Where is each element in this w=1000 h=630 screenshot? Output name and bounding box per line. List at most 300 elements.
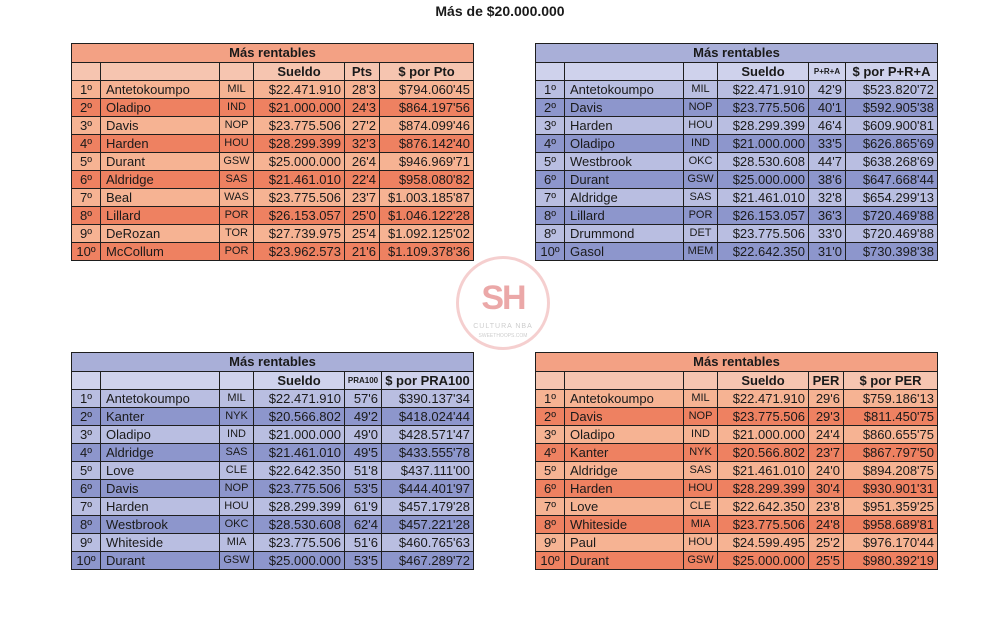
team-cell: MIL — [684, 390, 718, 408]
table-row — [72, 516, 474, 534]
page-title: Más de $20.000.000 — [435, 3, 565, 19]
table-row — [536, 498, 938, 516]
team-cell: OKC — [684, 153, 718, 171]
table-pra100 — [71, 352, 474, 570]
table-row — [536, 426, 938, 444]
watermark-url: SWEETHOOPS.COM — [478, 333, 528, 339]
stat-cell: 42'9 — [809, 81, 846, 99]
ratio-cell: $860.655'75 — [844, 426, 938, 444]
stat-cell: 32'3 — [345, 135, 380, 153]
rank-cell: 6º — [72, 480, 101, 498]
table-row — [72, 117, 474, 135]
table-row — [72, 99, 474, 117]
team-cell: SAS — [220, 444, 254, 462]
header-ratio: $ por PRA100 — [382, 372, 474, 390]
ratio-cell: $867.797'50 — [844, 444, 938, 462]
player-cell: Davis — [101, 480, 220, 498]
header-stat: PRA100 — [345, 372, 382, 390]
stat-cell: 51'8 — [345, 462, 382, 480]
salary-cell: $22.642.350 — [718, 498, 809, 516]
salary-cell: $28.299.399 — [254, 498, 345, 516]
salary-cell: $23.962.573 — [254, 243, 345, 261]
rank-cell: 9º — [72, 225, 101, 243]
salary-cell: $23.775.506 — [718, 408, 809, 426]
player-cell: McCollum — [101, 243, 220, 261]
salary-cell: $28.299.399 — [718, 480, 809, 498]
salary-cell: $21.000.000 — [718, 426, 809, 444]
rank-cell: 10º — [536, 552, 565, 570]
header-stat: Pts — [345, 63, 380, 81]
player-cell: Oladipo — [565, 135, 684, 153]
stat-cell: 53'5 — [345, 480, 382, 498]
stat-cell: 51'6 — [345, 534, 382, 552]
salary-cell: $21.461.010 — [254, 171, 345, 189]
table-row — [536, 81, 938, 99]
table-row — [72, 207, 474, 225]
salary-cell: $23.775.506 — [718, 225, 809, 243]
team-cell: TOR — [220, 225, 254, 243]
ratio-cell: $864.197'56 — [380, 99, 474, 117]
ratio-cell: $894.208'75 — [844, 462, 938, 480]
stat-cell: 49'2 — [345, 408, 382, 426]
header-salary: Sueldo — [254, 63, 345, 81]
rank-cell: 8º — [536, 207, 565, 225]
table-row — [536, 99, 938, 117]
player-cell: Kanter — [565, 444, 684, 462]
salary-cell: $26.153.057 — [254, 207, 345, 225]
stat-cell: 24'8 — [809, 516, 844, 534]
salary-cell: $27.739.975 — [254, 225, 345, 243]
table-row — [72, 81, 474, 99]
table-row — [536, 390, 938, 408]
table-row — [72, 243, 474, 261]
player-cell: Whiteside — [565, 516, 684, 534]
rank-cell: 10º — [72, 243, 101, 261]
player-cell: Durant — [565, 552, 684, 570]
team-cell: HOU — [684, 534, 718, 552]
salary-cell: $21.000.000 — [254, 99, 345, 117]
ratio-cell: $951.359'25 — [844, 498, 938, 516]
player-cell: Oladipo — [101, 99, 220, 117]
salary-cell: $21.461.010 — [718, 189, 809, 207]
table-row — [536, 480, 938, 498]
header-ratio: $ por P+R+A — [846, 63, 938, 81]
player-cell: Westbrook — [565, 153, 684, 171]
stat-cell: 36'3 — [809, 207, 846, 225]
ratio-cell: $647.668'44 — [846, 171, 938, 189]
table-points — [71, 43, 474, 261]
salary-cell: $22.642.350 — [254, 462, 345, 480]
salary-cell: $22.471.910 — [718, 390, 809, 408]
rank-cell: 2º — [72, 408, 101, 426]
watermark-logo-text: SH — [481, 279, 525, 317]
stat-cell: 27'2 — [345, 117, 380, 135]
ratio-cell: $980.392'19 — [844, 552, 938, 570]
rank-cell: 5º — [536, 462, 565, 480]
team-cell: NOP — [220, 480, 254, 498]
salary-cell: $20.566.802 — [718, 444, 809, 462]
stat-cell: 32'8 — [809, 189, 846, 207]
rank-cell: 5º — [72, 153, 101, 171]
stat-cell: 40'1 — [809, 99, 846, 117]
table-row — [536, 552, 938, 570]
ratio-cell: $1.003.185'87 — [380, 189, 474, 207]
ratio-cell: $1.046.122'28 — [380, 207, 474, 225]
table-row — [536, 189, 938, 207]
stat-cell: 25'4 — [345, 225, 380, 243]
team-cell: DET — [684, 225, 718, 243]
rank-cell: 8º — [536, 516, 565, 534]
player-cell: Harden — [565, 480, 684, 498]
team-cell: SAS — [684, 189, 718, 207]
ratio-cell: $720.469'88 — [846, 207, 938, 225]
rank-cell: 3º — [536, 117, 565, 135]
ratio-cell: $457.179'28 — [382, 498, 474, 516]
team-cell: CLE — [684, 498, 718, 516]
stat-cell: 23'7 — [809, 444, 844, 462]
table-row — [536, 225, 938, 243]
rank-cell: 7º — [536, 498, 565, 516]
table-title: Más rentables — [536, 353, 938, 372]
rank-cell: 1º — [536, 81, 565, 99]
stat-cell: 38'6 — [809, 171, 846, 189]
player-cell: Antetokoumpo — [101, 390, 220, 408]
salary-cell: $21.000.000 — [254, 426, 345, 444]
table-row — [536, 444, 938, 462]
stat-cell: 49'0 — [345, 426, 382, 444]
team-cell: HOU — [684, 117, 718, 135]
rank-cell: 4º — [72, 444, 101, 462]
header-salary: Sueldo — [718, 372, 809, 390]
ratio-cell: $759.186'13 — [844, 390, 938, 408]
table-row — [72, 153, 474, 171]
table-row — [72, 135, 474, 153]
rank-cell: 4º — [72, 135, 101, 153]
salary-cell: $23.775.506 — [718, 516, 809, 534]
header-rank — [72, 372, 101, 390]
player-cell: Davis — [101, 117, 220, 135]
rank-cell: 5º — [72, 462, 101, 480]
table-row — [536, 534, 938, 552]
team-cell: HOU — [220, 135, 254, 153]
ratio-cell: $958.080'82 — [380, 171, 474, 189]
player-cell: Aldridge — [565, 189, 684, 207]
header-player — [101, 63, 220, 81]
player-cell: Durant — [101, 153, 220, 171]
rank-cell: 6º — [536, 171, 565, 189]
ratio-cell: $418.024'44 — [382, 408, 474, 426]
rank-cell: 4º — [536, 444, 565, 462]
header-salary: Sueldo — [254, 372, 345, 390]
player-cell: Harden — [565, 117, 684, 135]
rank-cell: 1º — [536, 390, 565, 408]
header-team — [220, 372, 254, 390]
table-row — [536, 135, 938, 153]
table-row — [72, 444, 474, 462]
ratio-cell: $460.765'63 — [382, 534, 474, 552]
ratio-cell: $930.901'31 — [844, 480, 938, 498]
stat-cell: 31'0 — [809, 243, 846, 261]
table-row — [72, 552, 474, 570]
rank-cell: 3º — [72, 426, 101, 444]
rank-cell: 4º — [536, 135, 565, 153]
salary-cell: $26.153.057 — [718, 207, 809, 225]
team-cell: SAS — [684, 462, 718, 480]
ratio-cell: $444.401'97 — [382, 480, 474, 498]
player-cell: Drummond — [565, 225, 684, 243]
player-cell: DeRozan — [101, 225, 220, 243]
salary-cell: $28.530.608 — [254, 516, 345, 534]
team-cell: GSW — [220, 552, 254, 570]
table-per — [535, 352, 938, 570]
rank-cell: 7º — [536, 189, 565, 207]
table-row — [536, 462, 938, 480]
player-cell: Davis — [565, 408, 684, 426]
rank-cell: 7º — [72, 189, 101, 207]
team-cell: IND — [684, 135, 718, 153]
table-row — [536, 207, 938, 225]
table-row — [72, 171, 474, 189]
ratio-cell: $1.109.378'36 — [380, 243, 474, 261]
ratio-cell: $638.268'69 — [846, 153, 938, 171]
table-title: Más rentables — [536, 44, 938, 63]
stat-cell: 21'6 — [345, 243, 380, 261]
stat-cell: 25'2 — [809, 534, 844, 552]
header-ratio: $ por Pto — [380, 63, 474, 81]
ratio-cell: $946.969'71 — [380, 153, 474, 171]
ratio-cell: $730.398'38 — [846, 243, 938, 261]
table-row — [536, 117, 938, 135]
team-cell: GSW — [220, 153, 254, 171]
salary-cell: $23.775.506 — [254, 534, 345, 552]
ratio-cell: $876.142'40 — [380, 135, 474, 153]
team-cell: SAS — [220, 171, 254, 189]
table-row — [72, 408, 474, 426]
ratio-cell: $428.571'47 — [382, 426, 474, 444]
stat-cell: 26'4 — [345, 153, 380, 171]
team-cell: WAS — [220, 189, 254, 207]
team-cell: IND — [684, 426, 718, 444]
player-cell: Aldridge — [565, 462, 684, 480]
team-cell: IND — [220, 426, 254, 444]
team-cell: HOU — [220, 498, 254, 516]
player-cell: Westbrook — [101, 516, 220, 534]
header-ratio: $ por PER — [844, 372, 938, 390]
team-cell: MIA — [220, 534, 254, 552]
ratio-cell: $874.099'46 — [380, 117, 474, 135]
header-rank — [536, 63, 565, 81]
rank-cell: 9º — [72, 534, 101, 552]
table-row — [72, 498, 474, 516]
table-row — [536, 243, 938, 261]
player-cell: Davis — [565, 99, 684, 117]
rank-cell: 1º — [72, 390, 101, 408]
salary-cell: $21.461.010 — [718, 462, 809, 480]
player-cell: Love — [101, 462, 220, 480]
team-cell: OKC — [220, 516, 254, 534]
stat-cell: 62'4 — [345, 516, 382, 534]
team-cell: NOP — [684, 408, 718, 426]
header-player — [565, 63, 684, 81]
ratio-cell: $958.689'81 — [844, 516, 938, 534]
ratio-cell: $794.060'45 — [380, 81, 474, 99]
stat-cell: 23'8 — [809, 498, 844, 516]
ratio-cell: $390.137'34 — [382, 390, 474, 408]
salary-cell: $22.471.910 — [718, 81, 809, 99]
salary-cell: $23.775.506 — [254, 189, 345, 207]
rank-cell: 9º — [536, 534, 565, 552]
table-row — [536, 171, 938, 189]
team-cell: IND — [220, 99, 254, 117]
rank-cell: 3º — [536, 426, 565, 444]
salary-cell: $25.000.000 — [254, 552, 345, 570]
stat-cell: 24'0 — [809, 462, 844, 480]
player-cell: Durant — [101, 552, 220, 570]
rank-cell: 7º — [72, 498, 101, 516]
rank-cell: 3º — [72, 117, 101, 135]
player-cell: Aldridge — [101, 444, 220, 462]
table-row — [72, 534, 474, 552]
stat-cell: 49'5 — [345, 444, 382, 462]
stat-cell: 29'6 — [809, 390, 844, 408]
team-cell: POR — [220, 207, 254, 225]
player-cell: Antetokoumpo — [101, 81, 220, 99]
stat-cell: 28'3 — [345, 81, 380, 99]
team-cell: NYK — [684, 444, 718, 462]
stat-cell: 24'4 — [809, 426, 844, 444]
header-rank — [536, 372, 565, 390]
table-row — [536, 516, 938, 534]
stat-cell: 53'5 — [345, 552, 382, 570]
player-cell: Gasol — [565, 243, 684, 261]
stat-cell: 30'4 — [809, 480, 844, 498]
salary-cell: $28.299.399 — [718, 117, 809, 135]
ratio-cell: $467.289'72 — [382, 552, 474, 570]
team-cell: CLE — [220, 462, 254, 480]
table-title: Más rentables — [72, 353, 474, 372]
stat-cell: 23'7 — [345, 189, 380, 207]
team-cell: MIL — [684, 81, 718, 99]
stat-cell: 57'6 — [345, 390, 382, 408]
stat-cell: 33'0 — [809, 225, 846, 243]
rank-cell: 2º — [72, 99, 101, 117]
ratio-cell: $457.221'28 — [382, 516, 474, 534]
salary-cell: $22.471.910 — [254, 390, 345, 408]
team-cell: GSW — [684, 171, 718, 189]
header-team — [684, 63, 718, 81]
player-cell: Harden — [101, 135, 220, 153]
stat-cell: 46'4 — [809, 117, 846, 135]
header-stat: PER — [809, 372, 844, 390]
ratio-cell: $592.905'38 — [846, 99, 938, 117]
salary-cell: $22.642.350 — [718, 243, 809, 261]
rank-cell: 6º — [536, 480, 565, 498]
table-row — [536, 408, 938, 426]
header-stat: P+R+A — [809, 63, 846, 81]
salary-cell: $23.775.506 — [254, 480, 345, 498]
stat-cell: 25'0 — [345, 207, 380, 225]
table-row — [72, 426, 474, 444]
table-row — [72, 462, 474, 480]
team-cell: POR — [220, 243, 254, 261]
ratio-cell: $811.450'75 — [844, 408, 938, 426]
team-cell: NOP — [684, 99, 718, 117]
player-cell: Whiteside — [101, 534, 220, 552]
salary-cell: $28.299.399 — [254, 135, 345, 153]
table-row — [72, 225, 474, 243]
team-cell: MIL — [220, 81, 254, 99]
rank-cell: 2º — [536, 408, 565, 426]
player-cell: Harden — [101, 498, 220, 516]
rank-cell: 8º — [536, 225, 565, 243]
header-rank — [72, 63, 101, 81]
rank-cell: 5º — [536, 153, 565, 171]
stat-cell: 25'5 — [809, 552, 844, 570]
stat-cell: 33'5 — [809, 135, 846, 153]
player-cell: Durant — [565, 171, 684, 189]
salary-cell: $21.000.000 — [718, 135, 809, 153]
ratio-cell: $433.555'78 — [382, 444, 474, 462]
player-cell: Oladipo — [101, 426, 220, 444]
team-cell: MEM — [684, 243, 718, 261]
team-cell: HOU — [684, 480, 718, 498]
stat-cell: 61'9 — [345, 498, 382, 516]
header-player — [101, 372, 220, 390]
stat-cell: 22'4 — [345, 171, 380, 189]
player-cell: Kanter — [101, 408, 220, 426]
table-row — [72, 189, 474, 207]
player-cell: Antetokoumpo — [565, 390, 684, 408]
rank-cell: 2º — [536, 99, 565, 117]
player-cell: Beal — [101, 189, 220, 207]
player-cell: Lillard — [565, 207, 684, 225]
salary-cell: $24.599.495 — [718, 534, 809, 552]
rank-cell: 8º — [72, 516, 101, 534]
team-cell: MIA — [684, 516, 718, 534]
salary-cell: $21.461.010 — [254, 444, 345, 462]
salary-cell: $25.000.000 — [254, 153, 345, 171]
team-cell: GSW — [684, 552, 718, 570]
rank-cell: 6º — [72, 171, 101, 189]
player-cell: Lillard — [101, 207, 220, 225]
salary-cell: $23.775.506 — [254, 117, 345, 135]
ratio-cell: $523.820'72 — [846, 81, 938, 99]
salary-cell: $23.775.506 — [718, 99, 809, 117]
salary-cell: $28.530.608 — [718, 153, 809, 171]
header-team — [220, 63, 254, 81]
ratio-cell: $720.469'88 — [846, 225, 938, 243]
salary-cell: $20.566.802 — [254, 408, 345, 426]
player-cell: Aldridge — [101, 171, 220, 189]
table-title: Más rentables — [72, 44, 474, 63]
team-cell: NOP — [220, 117, 254, 135]
table-pra — [535, 43, 938, 261]
team-cell: MIL — [220, 390, 254, 408]
ratio-cell: $626.865'69 — [846, 135, 938, 153]
ratio-cell: $1.092.125'02 — [380, 225, 474, 243]
ratio-cell: $976.170'44 — [844, 534, 938, 552]
ratio-cell: $437.111'00 — [382, 462, 474, 480]
rank-cell: 8º — [72, 207, 101, 225]
table-row — [72, 480, 474, 498]
ratio-cell: $654.299'13 — [846, 189, 938, 207]
sweethoops-watermark-logo — [456, 256, 550, 350]
stat-cell: 44'7 — [809, 153, 846, 171]
table-row — [536, 153, 938, 171]
team-cell: NYK — [220, 408, 254, 426]
player-cell: Paul — [565, 534, 684, 552]
player-cell: Love — [565, 498, 684, 516]
